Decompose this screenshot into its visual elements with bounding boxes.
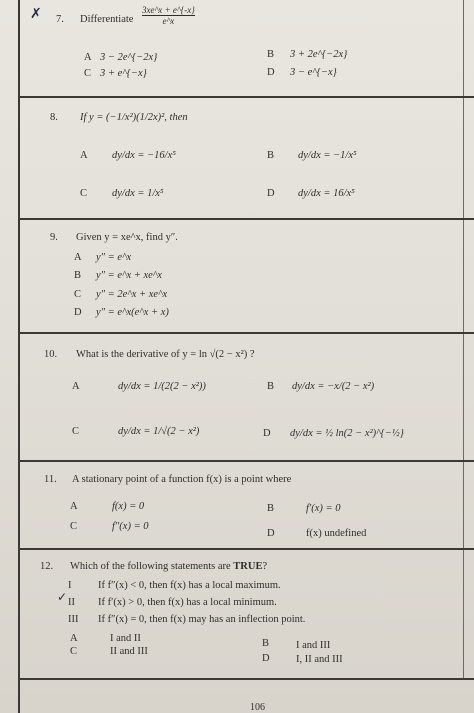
option-text: 3 − 2e^{−2x} bbox=[100, 52, 158, 63]
option-letter: B bbox=[262, 638, 270, 649]
option-letter: B bbox=[267, 49, 275, 60]
option-text: II and III bbox=[110, 646, 148, 657]
separator bbox=[18, 548, 474, 550]
statement-numeral: I bbox=[68, 580, 72, 591]
option-text: dy/dx = ½ ln(2 − x²)^{−½} bbox=[290, 428, 404, 439]
option-letter: B bbox=[267, 503, 275, 514]
question-stem: Which of the following statements are TRUE? bbox=[70, 561, 268, 572]
option-text: 3 + e^{−x} bbox=[100, 68, 147, 79]
option-letter: A bbox=[74, 252, 82, 263]
question-stem: A stationary point of a function f(x) is a point where bbox=[72, 474, 292, 485]
left-border bbox=[18, 0, 20, 713]
option-letter: A bbox=[80, 150, 88, 161]
option-letter: C bbox=[70, 646, 78, 657]
question-stem: What is the derivative of y = ln √(2 − x²) ? bbox=[76, 349, 255, 360]
option-text: dy/dx = −x/(2 − x²) bbox=[292, 381, 375, 392]
option-text: dy/dx = 16/x⁵ bbox=[298, 188, 355, 199]
option-letter: A bbox=[72, 381, 80, 392]
option-letter: D bbox=[74, 307, 82, 318]
option-letter: B bbox=[267, 381, 275, 392]
page-number: 106 bbox=[250, 702, 265, 713]
option-letter: B bbox=[267, 150, 275, 161]
separator bbox=[18, 332, 474, 334]
handwritten-mark: ✗ bbox=[30, 7, 42, 22]
statement-text: If f″(x) = 0, then f(x) may has an inflection point. bbox=[98, 614, 306, 625]
option-letter: C bbox=[80, 188, 88, 199]
option-text: y″ = 2e^x + xe^x bbox=[96, 289, 168, 300]
separator bbox=[18, 460, 474, 462]
separator bbox=[18, 96, 474, 98]
question-number: 9. bbox=[50, 232, 58, 243]
question-number: 7. bbox=[56, 14, 64, 25]
option-text: f″(x) = 0 bbox=[112, 521, 149, 532]
option-letter: D bbox=[267, 67, 275, 78]
option-text: y″ = e^x(e^x + x) bbox=[96, 307, 169, 318]
option-text: f(x) = 0 bbox=[112, 501, 145, 512]
question-stem: If y = (−1/x²)(1/2x)², then bbox=[80, 112, 188, 123]
option-letter: D bbox=[262, 653, 270, 664]
option-letter: A bbox=[70, 633, 78, 644]
option-text: I and II bbox=[110, 633, 141, 644]
right-border bbox=[463, 0, 464, 680]
option-text: f′(x) = 0 bbox=[306, 503, 341, 514]
separator bbox=[18, 218, 474, 220]
option-text: y″ = e^x bbox=[96, 252, 132, 263]
fraction-expression: $\frac{3xe\^{}x + e\^{}\{-x\}}{e\^{}x}$ bbox=[142, 5, 195, 26]
option-text: dy/dx = −1/x⁵ bbox=[298, 150, 357, 161]
question-stem: Given y = xe^x, find y″. bbox=[76, 232, 178, 243]
question-number: 8. bbox=[50, 112, 58, 123]
option-text: y″ = e^x + xe^x bbox=[96, 270, 162, 281]
option-letter: A bbox=[70, 501, 78, 512]
option-letter: D bbox=[267, 188, 275, 199]
option-text: I, II and III bbox=[296, 654, 343, 665]
question-number: 12. bbox=[40, 561, 54, 572]
option-letter: D bbox=[263, 428, 271, 439]
option-letter: C bbox=[84, 68, 92, 79]
option-text: I and III bbox=[296, 640, 331, 651]
statement-text: If f″(x) < 0, then f(x) has a local maximum. bbox=[98, 580, 281, 591]
separator bbox=[18, 678, 474, 680]
statement-numeral: III bbox=[68, 614, 79, 625]
option-text: dy/dx = 1/x⁵ bbox=[112, 188, 164, 199]
question-stem: Differentiate bbox=[80, 14, 134, 25]
handwritten-mark: ✓ bbox=[57, 590, 68, 604]
option-letter: B bbox=[74, 270, 82, 281]
option-text: dy/dx = 1/(2(2 − x²)) bbox=[118, 381, 206, 392]
option-text: 3 − e^{−x} bbox=[290, 67, 337, 78]
option-letter: C bbox=[72, 426, 80, 437]
question-number: 11. bbox=[44, 474, 57, 485]
option-letter: C bbox=[74, 289, 82, 300]
statement-text: If f′(x) > 0, then f(x) has a local minimum. bbox=[98, 597, 277, 608]
option-text: dy/dx = 1/√(2 − x²) bbox=[118, 426, 200, 437]
option-text: f(x) undefined bbox=[306, 528, 367, 539]
option-text: 3 + 2e^{−2x} bbox=[290, 49, 348, 60]
option-letter: D bbox=[267, 528, 275, 539]
option-letter: C bbox=[70, 521, 78, 532]
option-letter: A bbox=[84, 52, 92, 63]
option-text: dy/dx = −16/x⁵ bbox=[112, 150, 176, 161]
question-number: 10. bbox=[44, 349, 58, 360]
statement-numeral: II bbox=[68, 597, 75, 608]
